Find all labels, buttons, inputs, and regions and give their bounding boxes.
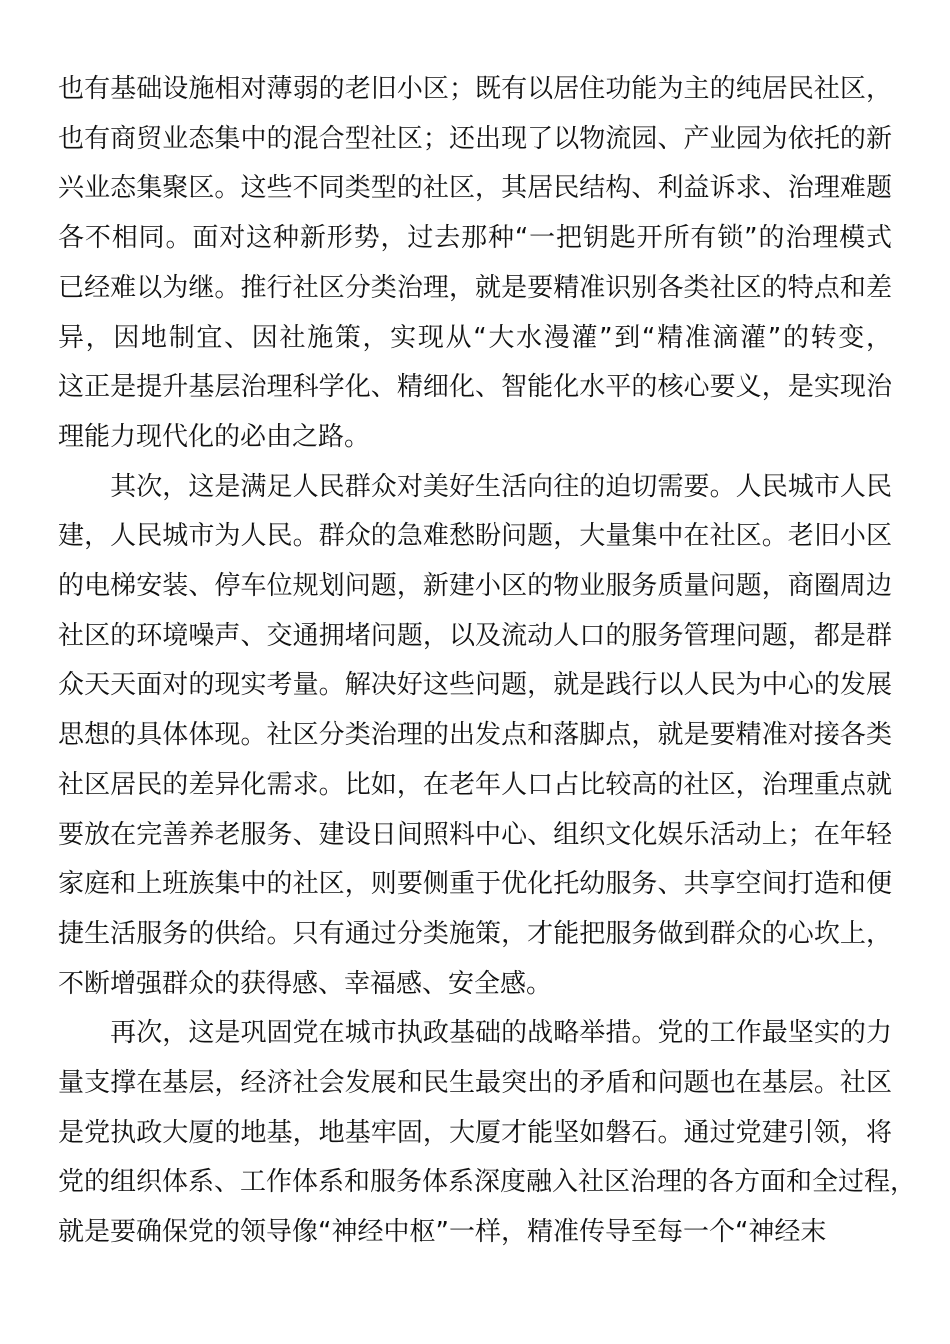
text-line: 家庭和上班族集中的社区，则要侧重于优化托幼服务、共享空间打造和便 <box>58 869 892 900</box>
text-line: 各不相同。面对这种新形势，过去那种“一把钥匙开所有锁”的治理模式 <box>58 223 892 254</box>
text-line: 不断增强群众的获得感、幸福感、安全感。 <box>58 968 553 999</box>
text-line: 再次，这是巩固党在城市执政基础的战略举措。党的工作最坚实的力 <box>58 1018 892 1049</box>
text-line: 是党执政大厦的地基，地基牢固，大厦才能坚如磐石。通过党建引领，将 <box>58 1117 892 1148</box>
text-line: 异，因地制宜、因社施策，实现从“大水漫灌”到“精准滴灌”的转变， <box>58 322 892 353</box>
document-page <box>58 65 917 1258</box>
text-line: 社区的环境噪声、交通拥堵问题，以及流动人口的服务管理问题，都是群 <box>58 620 892 651</box>
text-line: 的电梯安装、停车位规划问题，新建小区的物业服务质量问题，商圈周边 <box>58 571 892 602</box>
text-line: 建，人民城市为人民。群众的急难愁盼问题，大量集中在社区。老旧小区 <box>58 521 892 552</box>
paragraph-2 <box>58 463 892 1010</box>
text-line: 量支撑在基层，经济社会发展和民生最突出的矛盾和问题也在基层。社区 <box>58 1068 892 1099</box>
text-line: 党的组织体系、工作体系和服务体系深度融入社区治理的各方面和全过程， <box>58 1167 917 1198</box>
text-line: 社区居民的差异化需求。比如，在老年人口占比较高的社区，治理重点就 <box>58 769 892 800</box>
text-line: 要放在完善养老服务、建设日间照料中心、组织文化娱乐活动上；在年轻 <box>58 819 892 850</box>
text-line: 思想的具体体现。社区分类治理的出发点和落脚点，就是要精准对接各类 <box>58 720 892 751</box>
text-line: 捷生活服务的供给。只有通过分类施策，才能把服务做到群众的心坎上， <box>58 918 892 949</box>
text-line: 也有基础设施相对薄弱的老旧小区；既有以居住功能为主的纯居民社区， <box>58 74 892 104</box>
text-line: 已经难以为继。推行社区分类治理，就是要精准识别各类社区的特点和差 <box>58 272 892 303</box>
text-line: 理能力现代化的必由之路。 <box>58 421 371 452</box>
text-line: 也有商贸业态集中的混合型社区；还出现了以物流园、产业园为依托的新 <box>58 123 892 154</box>
paragraph-3 <box>58 1009 917 1258</box>
paragraph-1 <box>58 65 892 463</box>
text-line: 这正是提升基层治理科学化、精细化、智能化水平的核心要义，是实现治 <box>58 372 892 403</box>
text-line: 其次，这是满足人民群众对美好生活向往的迫切需要。人民城市人民 <box>58 471 892 502</box>
text-line: 兴业态集聚区。这些不同类型的社区，其居民结构、利益诉求、治理难题 <box>58 173 892 204</box>
text-line: 就是要确保党的领导像“神经中枢”一样，精准传导至每一个“神经末 <box>58 1217 827 1248</box>
text-line: 众天天面对的现实考量。解决好这些问题，就是践行以人民为中心的发展 <box>58 670 892 701</box>
